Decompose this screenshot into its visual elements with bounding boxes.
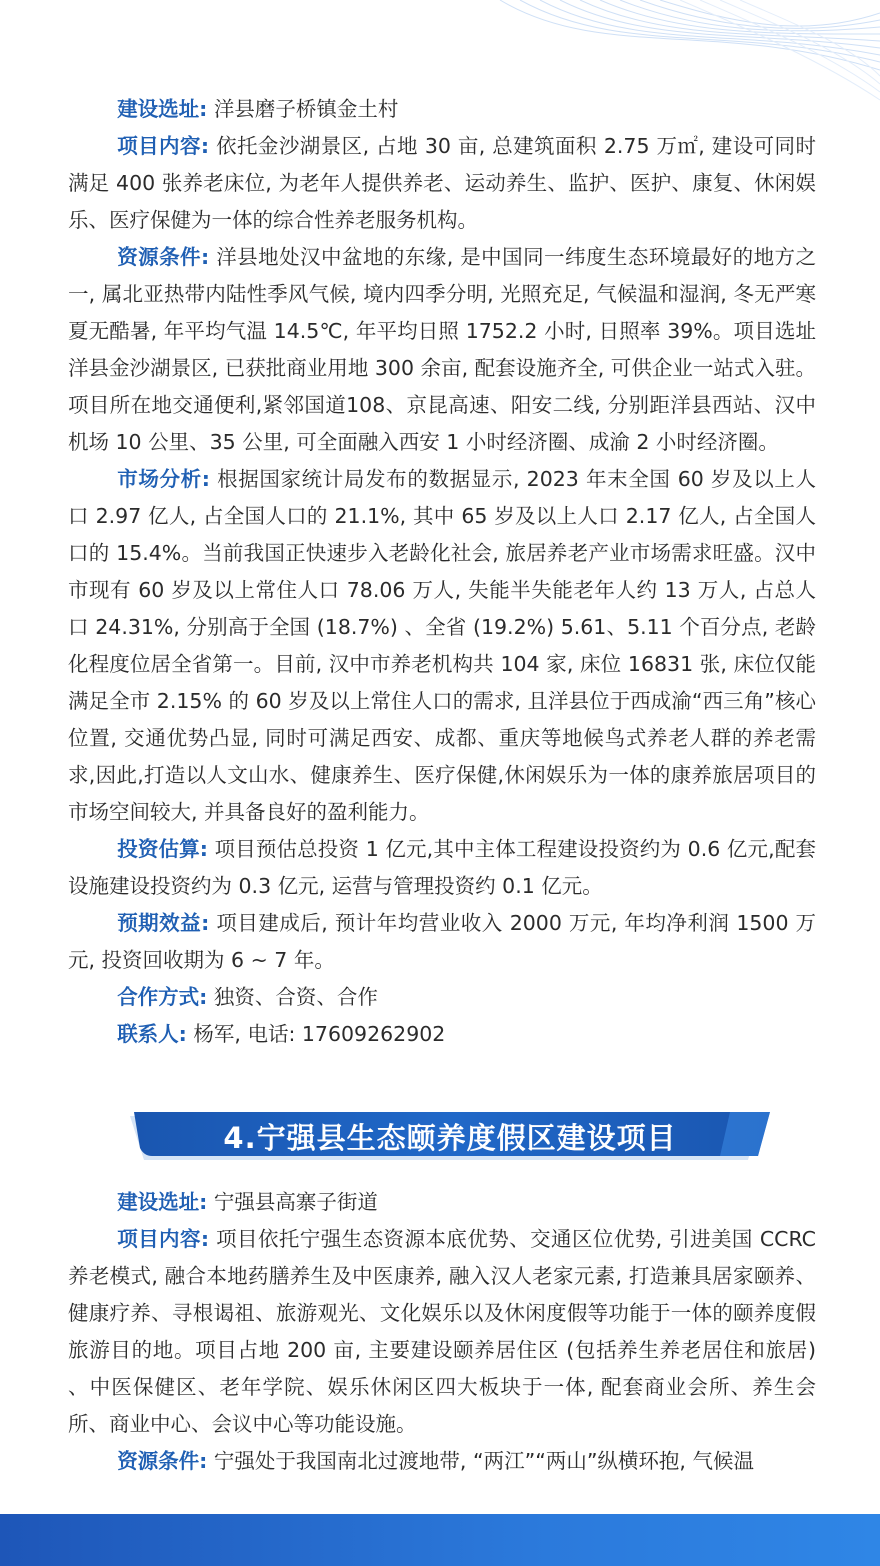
resources-paragraph (68, 1443, 816, 1480)
cooperation-paragraph (68, 979, 816, 1016)
site-label: 建设选址: (117, 1190, 208, 1214)
market-text: 根据国家统计局发布的数据显示, 2023 年末全国 60 岁及以上人口 2.97 亿人, 占全国人口的 21.1%, 其中 65 岁及以上人口 2.17 亿人, 占全国人口的 15.4%。当前我国正快速步入老龄化社会, 旅居养老产业市场需求旺盛。汉中市现有 60 岁及以上常住人口 78.06 万人, 失能半失能老年人约 13 万人, 占总人口 24.31%, 分别高于全国 (18.7%) 、全省 (19.2%) 5.61、5.11 个百分点, 老龄化程度位居全省第一。目前, 汉中市养老机构共 104 家, 床位 16831 张, 床位仅能满足全市 2.15% 的 60 岁及以上常住人口的需求, 且洋县位于西成渝“西三角”核心位置, 交通优势凸显, 同时可满足西安、成都、重庆等地候鸟式养老人群的养老需求,因此,打造以人文山水、健康养生、医疗保健,休闲娱乐为一体的康养旅居项目的市场空间较大, 并具备良好的盈利能力。 (68, 467, 816, 824)
content-text: 依托金沙湖景区, 占地 30 亩, 总建筑面积 2.75 万㎡, 建设可同时满足 400 张养老床位, 为老年人提供养老、运动养生、监护、医护、康复、休闲娱乐、医疗保健为一体的综合性养老服务机构。 (68, 134, 816, 232)
site-paragraph (68, 1184, 816, 1221)
benefit-paragraph (68, 905, 816, 979)
benefit-text: 项目建成后, 预计年均营业收入 2000 万元, 年均净利润 1500 万元, 投资回收期为 6 ~ 7 年。 (68, 911, 816, 972)
contact-paragraph (68, 1016, 816, 1053)
investment-text: 项目预估总投资 1 亿元,其中主体工程建设投资约为 0.6 亿元,配套设施建设投资约为 0.3 亿元, 运营与管理投资约 0.1 亿元。 (68, 837, 816, 898)
resources-label: 资源条件: (117, 1449, 208, 1473)
content-label: 项目内容: (117, 1227, 210, 1251)
cooperation-text: 独资、合资、合作 (213, 985, 378, 1009)
resources-text: 宁强处于我国南北过渡地带, “两江”“两山”纵横环抱, 气候温 (213, 1449, 754, 1473)
market-paragraph (68, 461, 816, 831)
contact-label: 联系人: (117, 1022, 187, 1046)
site-text: 洋县磨子桥镇金土村 (213, 97, 399, 121)
content-label: 项目内容: (117, 134, 210, 158)
site-label: 建设选址: (117, 97, 208, 121)
footer-bar (0, 1514, 880, 1566)
content-text: 项目依托宁强生态资源本底优势、交通区位优势, 引进美国 CCRC 养老模式, 融合本地药膳养生及中医康养, 融入汉人老家元素, 打造兼具居家颐养、健康疗养、寻根谒祖、旅游观光、文化娱乐以及休闲度假等功能于一体的颐养度假旅游目的地。项目占地 200 亩, 主要建设颐养居住区 (包括养生养老居住和旅居) 、中医保健区、老年学院、娱乐休闲区四大板块于一体, 配套商业会所、养生会所、商业中心、会议中心等功能设施。 (68, 1227, 816, 1436)
investment-label: 投资估算: (117, 837, 208, 861)
section-3-body (68, 91, 816, 1053)
resources-paragraph (68, 239, 816, 461)
content-paragraph (68, 1221, 816, 1443)
cooperation-label: 合作方式: (117, 985, 208, 1009)
resources-text: 洋县地处汉中盆地的东缘, 是中国同一纬度生态环境最好的地方之一, 属北亚热带内陆性季风气候, 境内四季分明, 光照充足, 气候温和湿润, 冬无严寒夏无酷暑, 年平均气温 14.5℃, 年平均日照 1752.2 小时, 日照率 39%。项目选址洋县金沙湖景区, 已获批商业用地 300 余亩, 配套设施齐全, 可供企业一站式入驻。项目所在地交通便利,紧邻国道108、京昆高速、阳安二线, 分别距洋县西站、汉中机场 10 公里、35 公里, 可全面融入西安 1 小时经济圈、成渝 2 小时经济圈。 (68, 245, 817, 454)
section-4-body (68, 1184, 816, 1480)
content-paragraph (68, 128, 816, 239)
section-4-banner (130, 1112, 770, 1164)
market-label: 市场分析: (117, 467, 210, 491)
contact-text: 杨军, 电话: 17609262902 (193, 1022, 446, 1046)
investment-paragraph (68, 831, 816, 905)
site-text: 宁强县高寨子街道 (213, 1190, 378, 1214)
resources-label: 资源条件: (117, 245, 210, 269)
benefit-label: 预期效益: (117, 911, 210, 935)
section-4-title: 4.宁强县生态颐养度假区建设项目 (223, 1121, 677, 1155)
site-paragraph (68, 91, 816, 128)
